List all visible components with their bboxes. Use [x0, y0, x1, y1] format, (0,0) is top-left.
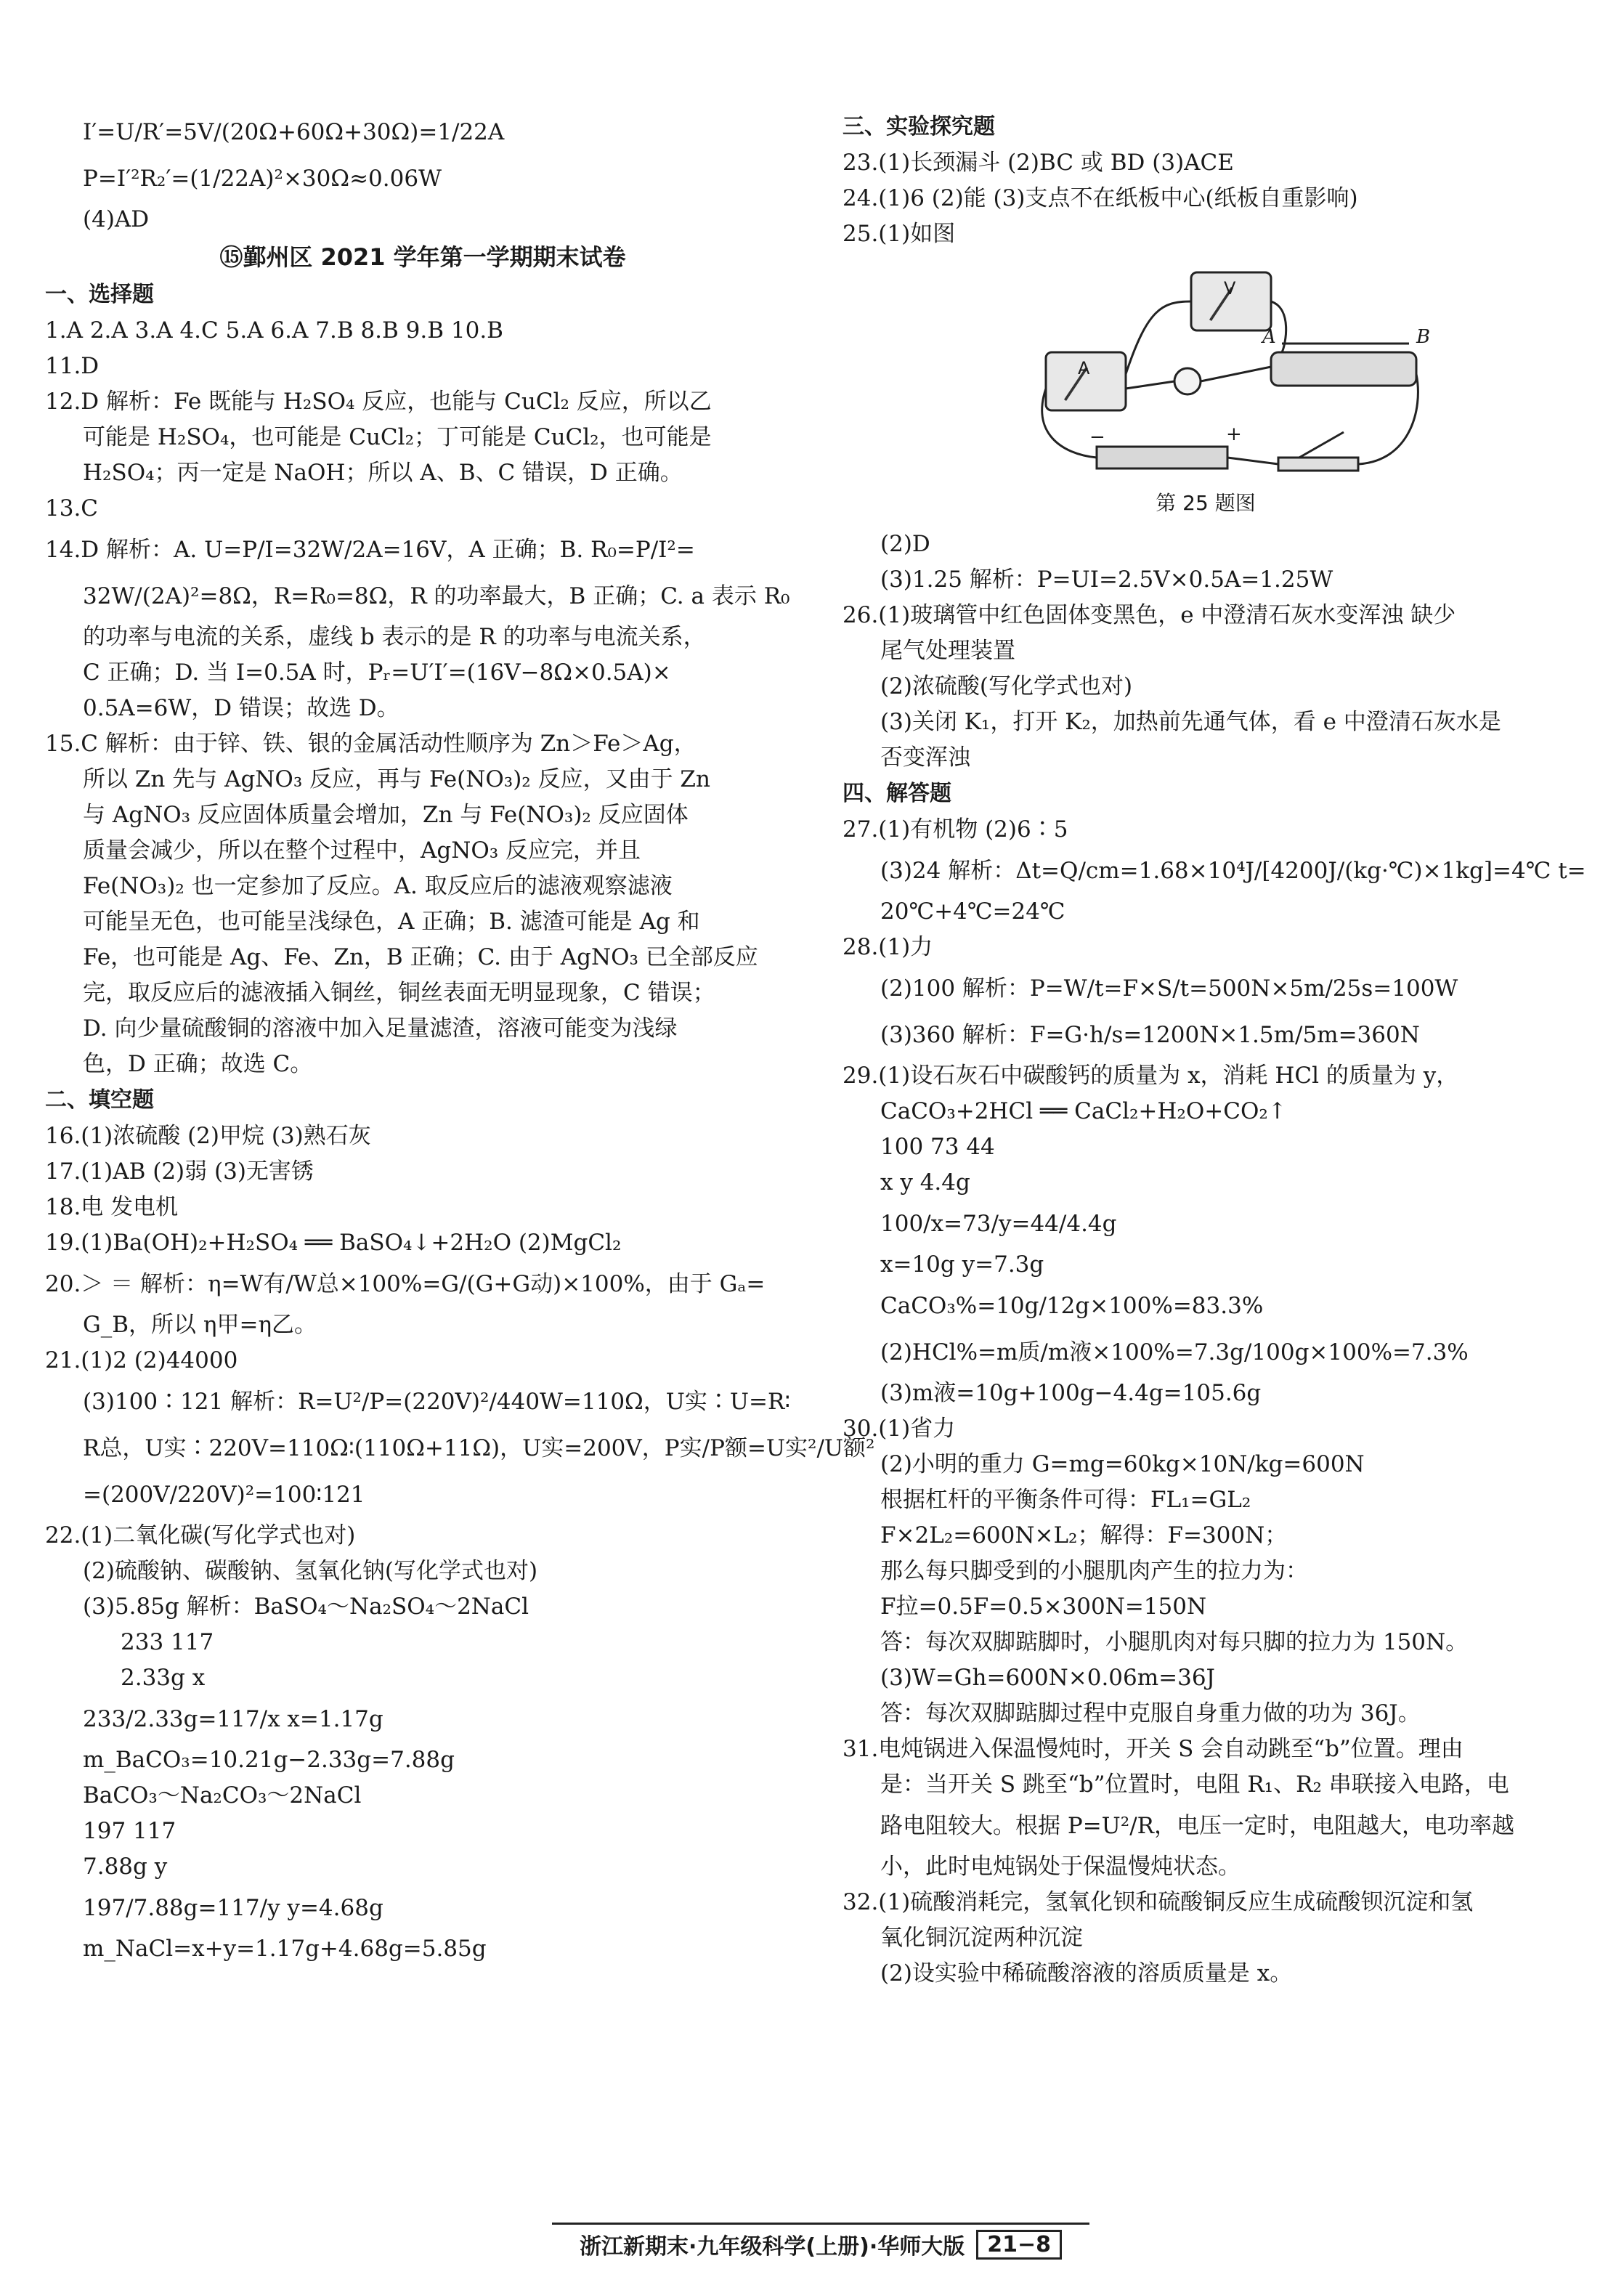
right2-line: 那么每只脚受到的小腿肌肉产生的拉力为：	[880, 1558, 1308, 1584]
rheostat-terminal-b-label: B	[1416, 326, 1431, 348]
right2-line: 是：当开关 S 跳至“b”位置时，电阻 R₁、R₂ 串联接入电路，电	[880, 1771, 1509, 1798]
left-line: 0.5A=6W，D 错误；故选 D。	[83, 695, 399, 721]
right2-line: CaCO₃+2HCl ══ CaCl₂+H₂O+CO₂↑	[880, 1098, 1287, 1124]
left-line: 22.(1)二氧化碳(写化学式也对)	[45, 1522, 356, 1549]
left-line: 色，D 正确；故选 C。	[83, 1051, 313, 1077]
right2-line: 小，此时电炖锅处于保温慢炖状态。	[880, 1854, 1241, 1880]
left-line: 233 117	[121, 1629, 214, 1655]
left-line: 的功率与电流的关系，虚线 b 表示的是 R 的功率与电流关系，	[83, 624, 706, 650]
right2-line: 27.(1)有机物 (2)6∶5	[843, 816, 1068, 843]
right2-line: 答：每次双脚踮脚时，小腿肌肉对每只脚的拉力为 150N。	[880, 1629, 1469, 1655]
right2-line: F拉=0.5F=0.5×300N=150N	[880, 1594, 1207, 1620]
right2-line: 四、解答题	[843, 781, 951, 806]
left-line: H₂SO₄；丙一定是 NaOH；所以 A、B、C 错误，D 正确。	[83, 460, 683, 486]
right2-line: 28.(1)力	[843, 934, 933, 960]
right2-line: 100 73 44	[880, 1134, 995, 1160]
right2-line: 29.(1)设石灰石中碳酸钙的质量为 x，消耗 HCl 的质量为 y，	[843, 1063, 1459, 1089]
left-line: m_BaCO₃=10.21g−2.33g=7.88g	[83, 1747, 455, 1773]
right2-line: (2)浓硫酸(写化学式也对)	[880, 673, 1133, 699]
left-line: I′=U/R′=5V/(20Ω+60Ω+30Ω)=1/22A	[83, 119, 505, 145]
right2-line: 答：每次双脚踮脚过程中克服自身重力做的功为 36J。	[880, 1700, 1421, 1726]
left-line: 197 117	[83, 1818, 176, 1844]
right2-line: 26.(1)玻璃管中红色固体变黑色，e 中澄清石灰水变浑浊 缺少	[843, 602, 1456, 628]
right2-line: F×2L₂=600N×L₂；解得：F=300N；	[880, 1522, 1288, 1549]
right-line: 23.(1)长颈漏斗 (2)BC 或 BD (3)ACE	[843, 150, 1234, 176]
left-line: 12.D 解析：Fe 既能与 H₂SO₄ 反应，也能与 CuCl₂ 反应，所以乙	[45, 389, 712, 415]
circuit-figure	[1031, 265, 1438, 483]
right2-line: (2)D	[880, 531, 930, 557]
rheostat-terminal-a-label: A	[1262, 326, 1276, 348]
footer-book-title: 浙江新期末·九年级科学(上册)·华师大版	[580, 2234, 965, 2260]
left-line: 质量会减少，所以在整个过程中，AgNO₃ 反应完，并且	[83, 837, 641, 864]
right-column-top	[843, 109, 1569, 252]
left-line: C 正确；D. 当 I=0.5A 时，Pᵣ=U′I′=(16V−8Ω×0.5A)×	[83, 659, 671, 686]
right2-line: (2)HCl%=m质/m液×100%=7.3g/100g×100%=7.3%	[880, 1339, 1469, 1365]
right2-line: (3)m液=10g+100g−4.4g=105.6g	[880, 1380, 1262, 1406]
right2-line: (3)W=Gh=600N×0.06m=36J	[880, 1665, 1215, 1691]
right-line: 24.(1)6 (2)能 (3)支点不在纸板中心(纸板自重影响)	[843, 185, 1358, 211]
left-line: (3)5.85g 解析：BaSO₄～Na₂SO₄～2NaCl	[83, 1594, 529, 1620]
left-line: 18.电 发电机	[45, 1194, 179, 1220]
battery-minus-label: −	[1089, 426, 1105, 448]
left-line: 14.D 解析：A. U=P/I=32W/2A=16V，A 正确；B. R₀=P/I²=	[45, 537, 695, 563]
figure-caption: 第 25 题图	[1156, 491, 1256, 515]
page-footer	[552, 2223, 1089, 2264]
left-line: 二、填空题	[45, 1087, 154, 1113]
right-column	[843, 109, 1586, 1992]
left-line: 21.(1)2 (2)44000	[45, 1347, 238, 1373]
voltmeter-label: V	[1224, 278, 1236, 299]
left-line: 与 AgNO₃ 反应固体质量会增加，Zn 与 Fe(NO₃)₂ 反应固体	[83, 802, 689, 828]
left-line: 2.33g x	[121, 1665, 206, 1691]
left-line: m_NaCl=x+y=1.17g+4.68g=5.85g	[83, 1936, 487, 1962]
right2-line: CaCO₃%=10g/12g×100%=83.3%	[880, 1293, 1264, 1319]
right2-line: (2)小明的重力 G=mg=60kg×10N/kg=600N	[880, 1451, 1365, 1477]
left-line: 17.(1)AB (2)弱 (3)无害锈	[45, 1158, 314, 1185]
left-line: 可能呈无色，也可能呈浅绿色，A 正确；B. 滤渣可能是 Ag 和	[83, 909, 700, 935]
right2-line: (3)1.25 解析：P=UI=2.5V×0.5A=1.25W	[880, 567, 1333, 593]
right2-line: x=10g y=7.3g	[880, 1251, 1044, 1278]
left-line: (3)100∶121 解析：R=U²/P=(220V)²/440W=110Ω，U实∶U=R∶	[83, 1389, 791, 1415]
right-line: 25.(1)如图	[843, 221, 956, 247]
left-line: 可能是 H₂SO₄，也可能是 CuCl₂；丁可能是 CuCl₂，也可能是	[83, 424, 712, 450]
left-line: =(200V/220V)²=100∶121	[83, 1482, 365, 1508]
battery-plus-label: +	[1226, 423, 1242, 445]
right2-line: 20℃+4℃=24℃	[880, 898, 1065, 925]
left-line: Fe，也可能是 Ag、Fe、Zn，B 正确；C. 由于 AgNO₃ 已全部反应	[83, 944, 758, 970]
left-line: 一、选择题	[45, 282, 154, 307]
left-line: 完，取反应后的滤液插入铜丝，铜丝表面无明显现象，C 错误；	[83, 980, 715, 1006]
left-line: (4)AD	[83, 206, 150, 232]
left-line: BaCO₃～Na₂CO₃～2NaCl	[83, 1782, 362, 1809]
left-line: 16.(1)浓硫酸 (2)甲烷 (3)熟石灰	[45, 1123, 371, 1149]
left-line: P=I′²R₂′=(1/22A)²×30Ω≈0.06W	[83, 166, 442, 192]
left-line: 13.C	[45, 495, 99, 521]
left-line: 197/7.88g=117/y y=4.68g	[83, 1895, 383, 1921]
left-line: 20.＞ ＝ 解析：η=W有/W总×100%=G/(G+G动)×100%，由于 Gₐ=	[45, 1271, 766, 1297]
right2-line: 氧化铜沉淀两种沉淀	[880, 1925, 1083, 1951]
left-line: ⑮鄞州区 2021 学年第一学期期末试卷	[219, 243, 626, 271]
right2-line: (2)100 解析：P=W/t=F×S/t=500N×5m/25s=100W	[880, 975, 1458, 1002]
right2-line: (3)360 解析：F=G·h/s=1200N×1.5m/5m=360N	[880, 1022, 1420, 1048]
right2-line: 31.电炖锅进入保温慢炖时，开关 S 会自动跳至“b”位置。理由	[843, 1736, 1463, 1762]
right2-line: 路电阻较大。根据 P=U²/R，电压一定时，电阻越大，电功率越	[880, 1813, 1515, 1839]
left-line: 15.C 解析：由于锌、铁、银的金属活动性顺序为 Zn＞Fe＞Ag，	[45, 731, 697, 757]
page-number: 21−8	[976, 2230, 1062, 2260]
right2-line: (2)设实验中稀硫酸溶液的溶质质量是 x。	[880, 1960, 1293, 1986]
left-line: Fe(NO₃)₂ 也一定参加了反应。A. 取反应后的滤液观察滤液	[83, 873, 673, 899]
right2-line: 否变浑浊	[880, 744, 970, 771]
right2-line: (3)24 解析：Δt=Q/cm=1.68×10⁴J/[4200J/(kg·℃)×1kg]=4℃ t=	[880, 858, 1586, 884]
right2-line: 根据杠杆的平衡条件可得：FL₁=GL₂	[880, 1487, 1251, 1513]
left-line: 1.A 2.A 3.A 4.C 5.A 6.A 7.B 8.B 9.B 10.B	[45, 317, 503, 344]
right2-line: 100/x=73/y=44/4.4g	[880, 1211, 1117, 1237]
right2-line: 30.(1)省力	[843, 1416, 956, 1442]
left-line: 所以 Zn 先与 AgNO₃ 反应，再与 Fe(NO₃)₂ 反应，又由于 Zn	[83, 766, 710, 792]
right2-line: x y 4.4g	[880, 1169, 970, 1196]
left-line: G_B，所以 η甲=η乙。	[83, 1312, 317, 1338]
left-line: 19.(1)Ba(OH)₂+H₂SO₄ ══ BaSO₄↓+2H₂O (2)MgCl₂	[45, 1230, 622, 1256]
left-line: (2)硫酸钠、碳酸钠、氢氧化钠(写化学式也对)	[83, 1558, 538, 1584]
left-line: 11.D	[45, 353, 100, 379]
right-line: 三、实验探究题	[843, 114, 995, 139]
right-column-bottom	[843, 527, 1586, 1992]
right2-line: 尾气处理装置	[880, 638, 1015, 664]
right2-line: (3)关闭 K₁，打开 K₂，加热前先通气体，看 e 中澄清石灰水是	[880, 709, 1501, 735]
left-line: 32W/(2A)²=8Ω，R=R₀=8Ω，R 的功率最大，B 正确；C. a 表示 R₀	[83, 583, 790, 609]
left-line: 233/2.33g=117/x x=1.17g	[83, 1706, 383, 1732]
left-column	[45, 109, 875, 1967]
left-line: R总，U实∶220V=110Ω∶(110Ω+11Ω)，U实=200V，P实/P额=U实²/U额²	[83, 1435, 875, 1461]
ammeter-label: A	[1078, 358, 1090, 378]
left-line: 7.88g y	[83, 1854, 168, 1880]
right2-line: 32.(1)硫酸消耗完，氢氧化钡和硫酸铜反应生成硫酸钡沉淀和氢	[843, 1889, 1474, 1915]
left-line: D. 向少量硫酸铜的溶液中加入足量滤渣，溶液可能变为浅绿	[83, 1015, 678, 1042]
